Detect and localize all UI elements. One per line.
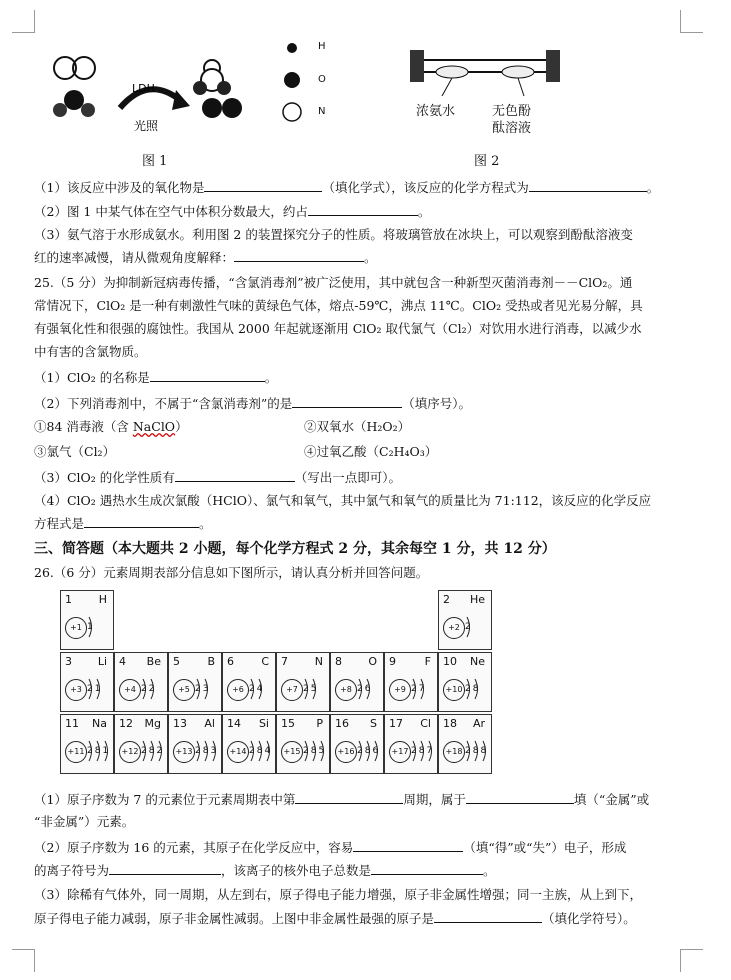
element-cell-cl	[384, 714, 438, 774]
water-hydrogen-atom	[81, 103, 95, 117]
q25-options-row2	[34, 443, 684, 461]
q26-sub1-cont: “非金属”）元素。	[34, 814, 135, 829]
element-number: 5	[173, 655, 180, 668]
element-symbol: Ar	[472, 717, 485, 730]
q26-intro: 26.（6 分）元素周期表部分信息如下图所示，请认真分析并回答问题。	[34, 565, 429, 580]
q26-sub3: （3）除稀有气体外，同一周期，从左到右，原子得电子能力增强，原子非金属性增强；同一主族，从上到下，	[34, 887, 642, 902]
answer-blank[interactable]	[109, 861, 221, 875]
q25-paragraph-line2: 常情况下，ClO₂ 是一种有刺激性气味的黄绿色气体，熔点-59℃，沸点 11℃。ClO₂ 受热或者见光易分解，具	[34, 298, 643, 313]
electron-shells: 284	[249, 746, 273, 756]
answer-blank[interactable]	[353, 838, 463, 852]
element-symbol: Na	[92, 717, 107, 730]
nucleus-icon: +2	[443, 617, 465, 639]
oxygen-molecule-atom	[202, 98, 222, 118]
q26-sub2-cont: 的离子符号为 ，该离子的核外电子总数是 。	[34, 863, 496, 878]
nucleus-icon: +17	[389, 741, 411, 763]
element-cell-li	[60, 652, 114, 712]
q25-paragraph-line4: 中有害的含氯物质。	[34, 344, 147, 359]
element-symbol: P	[316, 717, 323, 730]
nucleus-icon: +6	[227, 679, 249, 701]
answer-blank[interactable]	[84, 514, 199, 528]
element-symbol: Al	[204, 717, 215, 730]
answer-blank[interactable]	[371, 861, 483, 875]
crop-mark-bottom-left	[12, 949, 35, 972]
right-vessel	[502, 66, 534, 78]
element-symbol: B	[207, 655, 215, 668]
nucleus-icon: +16	[335, 741, 357, 763]
element-cell-he	[438, 590, 492, 650]
q24-sub1: （1）该反应中涉及的氧化物是 （填化学式），该反应的化学方程式为 。	[34, 180, 660, 195]
q24-sub3: （3）氨气溶于水形成氨水。利用图 2 的装置探究分子的性质。将玻璃管放在冰块上，可以观察到酚酞溶液变	[34, 227, 633, 242]
element-cell-s	[330, 714, 384, 774]
element-number: 15	[281, 717, 295, 730]
option-4: ④过氧乙酸（C₂H₄O₃）	[304, 444, 438, 459]
q25-sub2: （2）下列消毒剂中，不属于“含氯消毒剂”的是 （填序号）。	[34, 396, 472, 411]
phenolphthalein-label-line1: 无色酚	[492, 104, 532, 119]
element-symbol: C	[261, 655, 269, 668]
option-1: ①84 消毒液（含 NaClO）	[34, 419, 188, 434]
q25-options-row1	[34, 418, 684, 436]
q25-sub4: （4）ClO₂ 遇热水生成次氯酸（HClO）、氯气和氧气，其中氯气和氧气的质量比为 71:112，该反应的化学反应	[34, 493, 652, 508]
electron-shells: 25	[303, 684, 319, 694]
element-number: 11	[65, 717, 79, 730]
q25-paragraph-line3: 有强氧化性和很强的腐蚀性。我国从 2000 年起就逐渐用 ClO₂ 取代氯气（Cl₂）对饮用水进行消毒，以减少水	[34, 321, 642, 336]
nucleus-icon: +13	[173, 741, 195, 763]
left-stopper	[410, 50, 424, 82]
element-number: 6	[227, 655, 234, 668]
element-symbol: Si	[258, 717, 269, 730]
element-cell-b	[168, 652, 222, 712]
element-cell-c	[222, 652, 276, 712]
section-3-title: 三、简答题（本大题共 2 小题，每个化学方程式 2 分，其余每空 1 分，共 12 分）	[34, 541, 556, 557]
element-number: 16	[335, 717, 349, 730]
crop-mark-top-left	[12, 10, 35, 33]
electron-shells: 21	[87, 684, 103, 694]
element-cell-p	[276, 714, 330, 774]
ammonia-label: 浓氨水	[416, 104, 456, 119]
arrow-bottom-label: 光照	[134, 119, 159, 133]
figure-2-apparatus	[400, 40, 580, 100]
q25-sub3: （3）ClO₂ 的化学性质有 （写出一点即可）。	[34, 470, 402, 485]
left-pointer	[442, 78, 452, 96]
element-number: 8	[335, 655, 342, 668]
nucleus-icon: +10	[443, 679, 465, 701]
q25-paragraph-line1: 25.（5 分）为抑制新冠病毒传播，“含氯消毒剂”被广泛使用，其中就包含一种新型灭菌消毒剂－－ClO₂。通	[34, 275, 633, 290]
electron-shells: 27	[411, 684, 427, 694]
oxygen-legend-icon	[284, 72, 300, 88]
element-symbol: Ne	[470, 655, 485, 668]
electron-shells: 26	[357, 684, 373, 694]
figure-1-caption: 图 1	[142, 154, 168, 169]
legend-n-label: N	[318, 106, 326, 117]
answer-blank[interactable]	[234, 248, 364, 262]
element-number: 18	[443, 717, 457, 730]
element-symbol: Li	[97, 655, 107, 668]
answer-blank[interactable]	[204, 178, 322, 192]
element-cell-o	[330, 652, 384, 712]
electron-shells: 22	[141, 684, 157, 694]
element-cell-al	[168, 714, 222, 774]
electron-shells: 288	[465, 746, 489, 756]
q26-sub3-cont: 原子得电子能力减弱，原子非金属性减弱。上图中非金属性最强的原子是 （填化学符号）。	[34, 911, 636, 926]
element-symbol: N	[314, 655, 323, 668]
legend-o-label: O	[318, 74, 326, 85]
nucleus-icon: +5	[173, 679, 195, 701]
answer-blank[interactable]	[150, 368, 265, 382]
element-symbol: S	[370, 717, 377, 730]
element-cell-na	[60, 714, 114, 774]
element-number: 10	[443, 655, 457, 668]
left-vessel	[436, 66, 468, 78]
element-number: 14	[227, 717, 241, 730]
q25-sub1: （1）ClO₂ 的名称是 。	[34, 370, 278, 385]
answer-blank[interactable]	[295, 790, 403, 804]
electron-shells: 2	[465, 622, 473, 632]
electron-shells: 281	[87, 746, 111, 756]
element-symbol: O	[368, 655, 377, 668]
ammonia-hydrogen-atom	[193, 81, 207, 95]
element-cell-ar	[438, 714, 492, 774]
nucleus-icon: +12	[119, 741, 141, 763]
nucleus-icon: +8	[335, 679, 357, 701]
nucleus-icon: +3	[65, 679, 87, 701]
atom-legend	[280, 36, 340, 126]
nucleus-icon: +11	[65, 741, 87, 763]
electron-shells: 23	[195, 684, 211, 694]
element-symbol: Cl	[420, 717, 431, 730]
element-number: 4	[119, 655, 126, 668]
right-stopper	[546, 50, 560, 82]
element-symbol: H	[98, 593, 107, 606]
answer-blank[interactable]	[466, 790, 574, 804]
element-cell-mg	[114, 714, 168, 774]
element-number: 13	[173, 717, 187, 730]
element-symbol: F	[424, 655, 431, 668]
element-number: 17	[389, 717, 403, 730]
nitrogen-legend-icon	[283, 103, 301, 121]
element-symbol: Be	[146, 655, 161, 668]
element-cell-ne	[438, 652, 492, 712]
electron-shells: 286	[357, 746, 381, 756]
nucleus-icon: +18	[443, 741, 465, 763]
figure-1-reaction-diagram	[40, 30, 270, 150]
electron-shells: 24	[249, 684, 265, 694]
hydrogen-legend-icon	[287, 43, 297, 53]
legend-h-label: H	[318, 41, 326, 52]
electron-shells: 28	[465, 684, 481, 694]
nucleus-icon: +9	[389, 679, 411, 701]
element-number: 2	[443, 593, 450, 606]
oxygen-molecule-atom	[222, 98, 242, 118]
nucleus-icon: +14	[227, 741, 249, 763]
answer-blank[interactable]	[529, 178, 647, 192]
ammonia-hydrogen-atom	[217, 81, 231, 95]
answer-blank[interactable]	[292, 394, 402, 408]
element-cell-be	[114, 652, 168, 712]
electron-shells: 283	[195, 746, 219, 756]
nucleus-icon: +4	[119, 679, 141, 701]
periodic-table	[60, 590, 497, 778]
q24-sub3-cont: 红的速率减慢，请从微观角度解释： 。	[34, 250, 377, 265]
electron-shells: 282	[141, 746, 165, 756]
crop-mark-bottom-right	[680, 949, 703, 972]
arrow-top-label: LDH	[132, 82, 155, 95]
nucleus-icon: +1	[65, 617, 87, 639]
answer-blank[interactable]	[434, 909, 542, 923]
option-2: ②双氧水（H₂O₂）	[304, 419, 411, 434]
nucleus-icon: +15	[281, 741, 303, 763]
q26-sub1: （1）原子序数为 7 的元素位于元素周期表中第 周期，属于 填（“金属”或	[34, 792, 650, 807]
element-number: 3	[65, 655, 72, 668]
water-hydrogen-atom	[53, 103, 67, 117]
element-symbol: He	[469, 593, 485, 606]
right-pointer	[518, 78, 524, 96]
glass-tube	[415, 60, 555, 72]
nucleus-icon: +7	[281, 679, 303, 701]
element-number: 7	[281, 655, 288, 668]
element-cell-si	[222, 714, 276, 774]
element-number: 12	[119, 717, 133, 730]
element-cell-h	[60, 590, 114, 650]
answer-blank[interactable]	[308, 202, 418, 216]
water-oxygen-atom	[64, 90, 84, 110]
q24-sub2: （2）图 1 中某气体在空气中体积分数最大，约占 。	[34, 204, 431, 219]
electron-shells: 287	[411, 746, 435, 756]
q26-sub2: （2）原子序数为 16 的元素，其原子在化学反应中，容易 （填“得”或“失”）电子，形成	[34, 840, 627, 855]
electron-shells: 1	[87, 622, 95, 632]
element-number: 9	[389, 655, 396, 668]
element-number: 1	[65, 593, 72, 606]
option-3: ③氯气（Cl₂）	[34, 444, 116, 459]
element-cell-f	[384, 652, 438, 712]
element-symbol: Mg	[144, 717, 161, 730]
element-cell-n	[276, 652, 330, 712]
figure-2-caption: 图 2	[474, 154, 500, 169]
answer-blank[interactable]	[175, 468, 295, 482]
electron-shells: 285	[303, 746, 327, 756]
q25-sub4-cont: 方程式是 。	[34, 516, 212, 531]
crop-mark-top-right	[680, 10, 703, 33]
phenolphthalein-label-line2: 酞溶液	[492, 121, 532, 136]
